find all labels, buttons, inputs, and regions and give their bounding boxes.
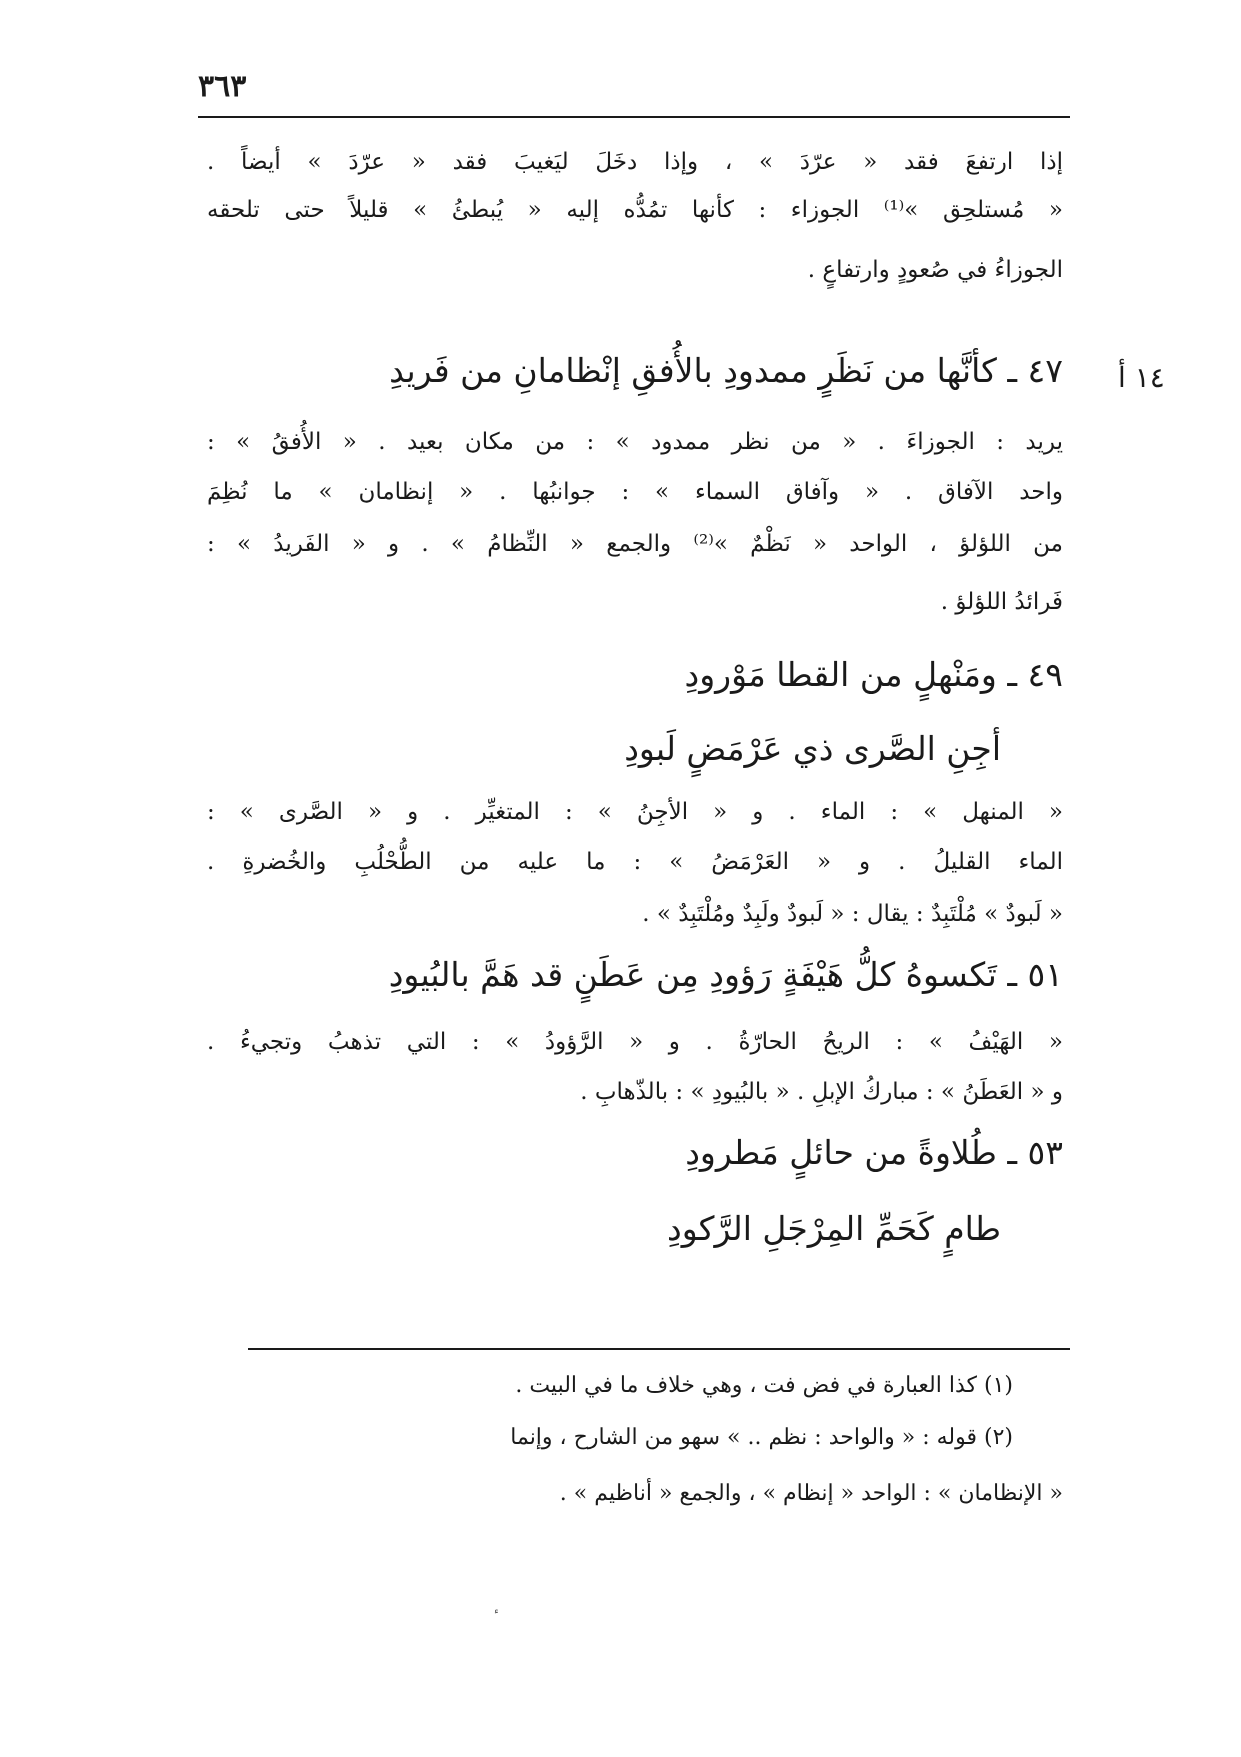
verse-hemistich-first: تَكسوهُ كلُّ هَيْفَةٍ رَؤودِ bbox=[709, 955, 997, 994]
commentary-line: يريد : الجوزاءَ . « من نظر ممدود » : من مكان بعيد . « الأُفقُ » : bbox=[207, 429, 1063, 455]
verse-hemistich-first: كأنَّها من نَظَرٍ ممدودِ bbox=[723, 351, 997, 390]
commentary-line: فَرائدُ اللؤلؤ . bbox=[940, 589, 1063, 615]
verse-53 bbox=[685, 1128, 1063, 1178]
commentary-line: « الهَيْفُ » : الريحُ الحارّةُ . و « الرَّؤودُ » : التي تذهبُ وتجيءُ . bbox=[207, 1029, 1063, 1055]
verse-hemistich-second: بالأُفقِ إنْظامانِ من فَريدِ bbox=[389, 351, 713, 390]
verse-number: ٤٧ ـ bbox=[1007, 351, 1063, 390]
verse-number: ٥٣ ـ bbox=[1007, 1133, 1063, 1172]
verse-49 bbox=[685, 650, 1064, 700]
commentary-line: واحد الآفاق . « وآفاق السماء » : جوانبُها . « إنظامان » ما نُظِمَ bbox=[207, 479, 1063, 505]
header-rule bbox=[198, 116, 1070, 118]
verse-51 bbox=[351, 950, 1063, 1000]
verse-47 bbox=[351, 346, 1063, 396]
footnote-2-continuation: « الإنظامان » : الواحد « إنظام » ، والجمع « أناظيم » . bbox=[559, 1481, 1063, 1506]
commentary-line: و « العَطَنُ » : مباركُ الإبلِ . « بالبُيودِ » : بالذّهابِ . bbox=[580, 1079, 1063, 1105]
margin-note: ١٤ أ bbox=[1118, 361, 1165, 394]
commentary-line: الماء القليلُ . و « العَرْمَضُ » : ما عليه من الطُّحْلُبِ والخُضرةِ . bbox=[207, 849, 1063, 875]
footnote-1: (١) كذا العبارة في فض فت ، وهي خلاف ما في البيت . bbox=[515, 1373, 1013, 1398]
commentary-line: إذا ارتفعَ فقد « عرّدَ » ، وإذا دخَلَ ليَغيبَ فقد « عرّدَ » أيضاً . bbox=[207, 149, 1063, 175]
commentary-line: « لَبودٌ » مُلْتَبِدٌ : يقال : « لَبودٌ ولَبِدٌ ومُلْتَبِدٌ » . bbox=[642, 901, 1063, 927]
verse-number: ٥١ ـ bbox=[1007, 955, 1063, 994]
verse-hemistich-second: مِن عَطَنٍ قد هَمَّ بالبُيودِ bbox=[388, 955, 699, 994]
commentary-line: من اللؤلؤ ، الواحد « نَظْمٌ »⁽²⁾ والجمع « النِّظامُ » . و « الفَريدُ » : bbox=[207, 531, 1063, 557]
page-number: ٣٦٣ bbox=[198, 69, 247, 104]
commentary-line: « المنهل » : الماء . و « الأجِنُ » : المتغيِّر . و « الصَّرى » : bbox=[207, 799, 1063, 825]
verse-number: ٤٩ ـ bbox=[1007, 655, 1063, 694]
verse-hemistich-second: أجِنِ الصَّرى ذي عَرْمَضٍ لَبودِ bbox=[624, 729, 1001, 768]
verse-hemistich-first: ومَنْهلٍ من القطا مَوْرودِ bbox=[684, 655, 997, 694]
commentary-line: « مُستلحِق »⁽¹⁾ الجوزاء : كأنها تمُدُّه إليه « يُبطئُ » قليلاً حتى تلحقه bbox=[207, 197, 1063, 223]
verse-hemistich-second: طامٍ كَحَمِّ المِرْجَلِ الرَّكودِ bbox=[667, 1209, 1001, 1248]
commentary-line: الجوزاءُ في صُعودٍ وارتفاعٍ . bbox=[807, 257, 1063, 283]
footnote-rule bbox=[248, 1348, 1070, 1350]
footnote-2: (٢) قوله : « والواحد : نظم .. » سهو من الشارح ، وإنما bbox=[510, 1425, 1013, 1450]
verse-hemistich-first: طُلاوةً من حائلٍ مَطرودِ bbox=[685, 1133, 997, 1172]
